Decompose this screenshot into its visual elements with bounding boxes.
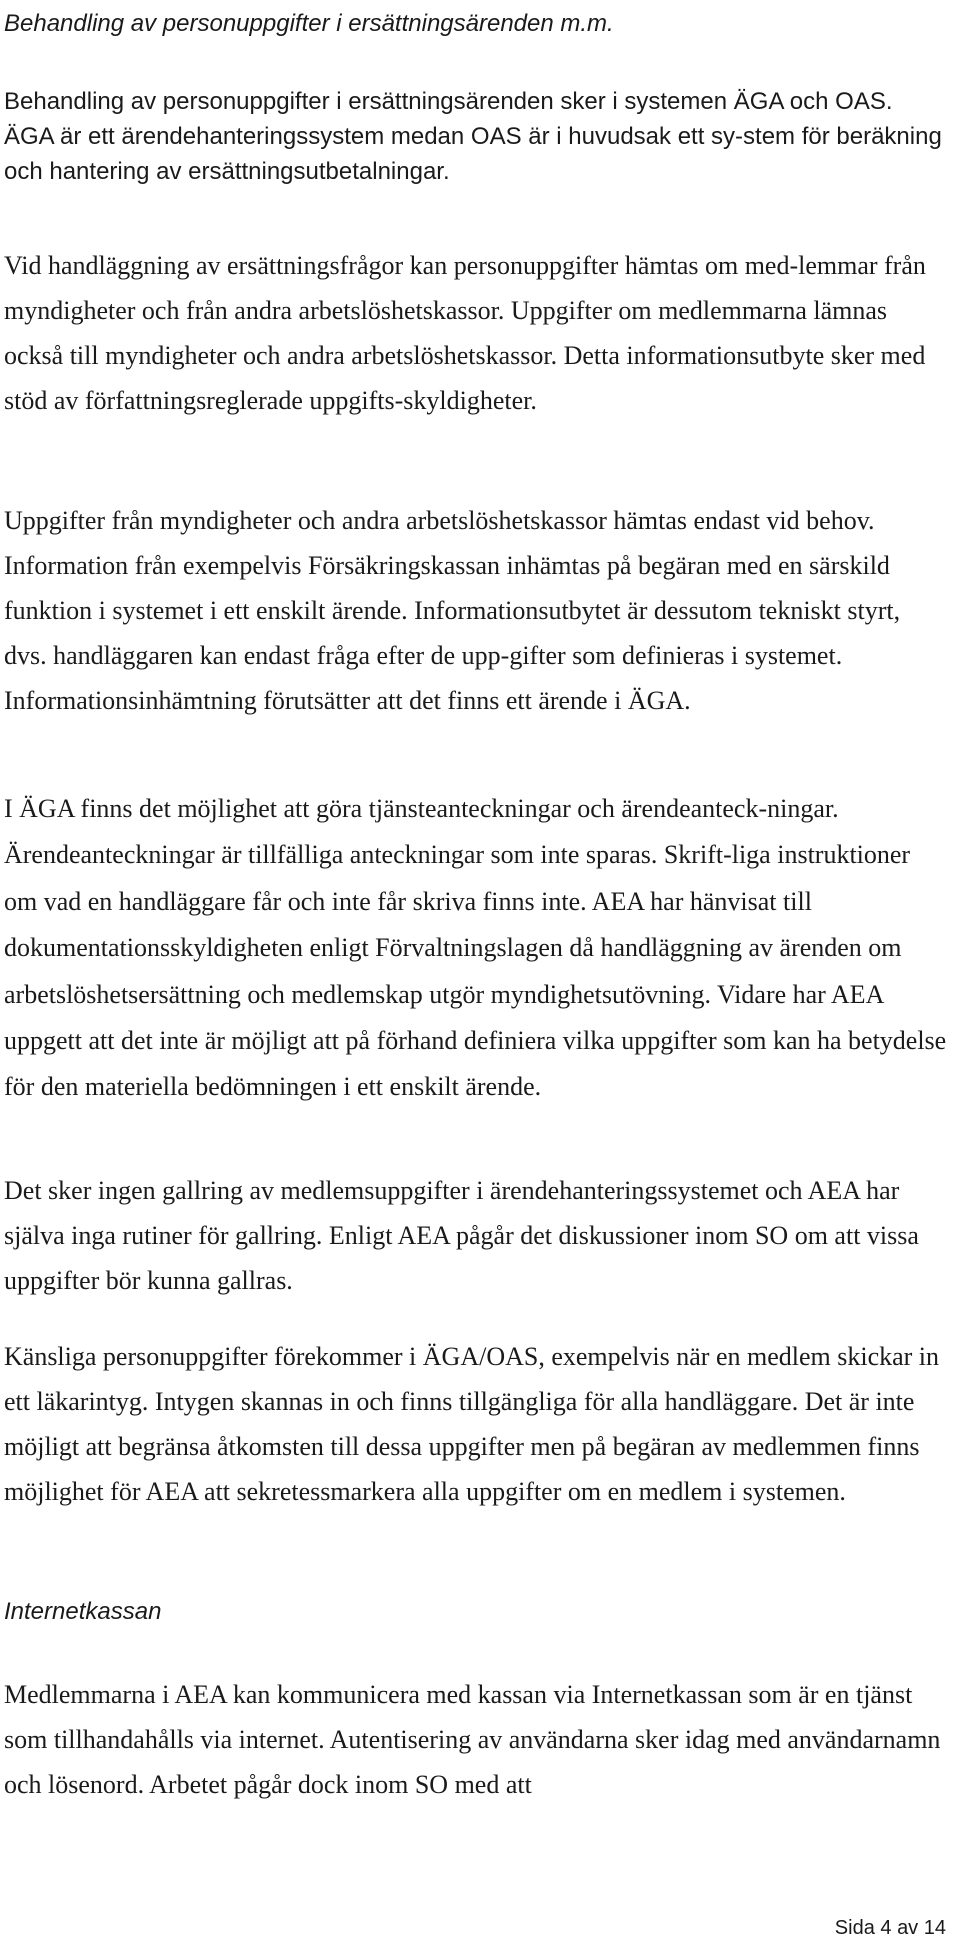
paragraph-gallring: Det sker ingen gallring av medlemsuppgifter i ärendehanteringssystemet och AEA har själva inga rutiner för gallring. Enligt AEA pågår det diskussioner inom SO om att vissa uppgifter bör kunna gallras. (4, 1176, 919, 1295)
paragraph-notes: I ÄGA finns det möjlighet att göra tjänsteanteckningar och ärendeanteck-ningar. Ärendeanteckningar är tillfälliga anteckningar som inte sparas. Skrift-liga instruktioner om vad en handläggare får och inte får skriva finns inte. AEA har hänvisat till dokumentationsskyldigheten enligt Förvaltningslagen då handläggning av ärenden om arbetslöshetsersättning och medlemskap utgör myndighetsutövning. Vidare har AEA uppgett att det inte är möjligt att på förhand definiera vilka uppgifter som kan ha betydelse för den materiella bedömningen i ett enskilt ärende. (4, 794, 947, 1102)
page-number: Sida 4 av 14 (834, 1917, 946, 1939)
paragraph-retrieval: Uppgifter från myndigheter och andra arbetslöshetskassor hämtas endast vid behov. Information från exempelvis Försäkringskassan inhämtas på begäran med en särskild funktion i systemet i ett enskilt ärende. Informationsutbytet är dessutom tekniskt styrt, dvs. handläggaren kan endast fråga efter de upp-gifter som definieras i systemet. Informationsinhämtning förutsätter att det finns ett ärende i ÄGA. (4, 506, 901, 715)
paragraph-information-exchange: Vid handläggning av ersättningsfrågor kan personuppgifter hämtas om med-lemmar från myndigheter och från andra arbetslöshetskassor. Uppgifter om medlemmarna lämnas också till myndigheter och andra arbetslöshetskassor. Detta informationsutbyte sker med stöd av författningsreglerade uppgifts-skyldigheter. (4, 251, 926, 415)
subheading-internetkassan: Internetkassan (4, 1598, 162, 1625)
section-heading: Behandling av personuppgifter i ersättningsärenden m.m. (4, 10, 614, 37)
paragraph-systems: Behandling av personuppgifter i ersättningsärenden sker i systemen ÄGA och OAS. ÄGA är ett ärendehanteringssystem medan OAS är i huvudsak ett sy-stem för beräkning och hantering av ersättningsutbetalningar. (4, 88, 942, 185)
paragraph-internetkassan: Medlemmarna i AEA kan kommunicera med kassan via Internetkassan som är en tjänst som tillhandahålls via internet. Autentisering av användarna sker idag med användarnamn och lösenord. Arbetet pågår dock inom SO med att (4, 1680, 941, 1799)
paragraph-sensitive-data: Känsliga personuppgifter förekommer i ÄGA/OAS, exempelvis när en medlem skickar in ett läkarintyg. Intygen skannas in och finns tillgängliga för alla handläggare. Det är inte möjligt att begränsa åtkomsten till dessa uppgifter men på begäran av medlemmen finns möjlighet för AEA att sekretessmarkera alla uppgifter om en medlem i systemen. (4, 1342, 940, 1506)
